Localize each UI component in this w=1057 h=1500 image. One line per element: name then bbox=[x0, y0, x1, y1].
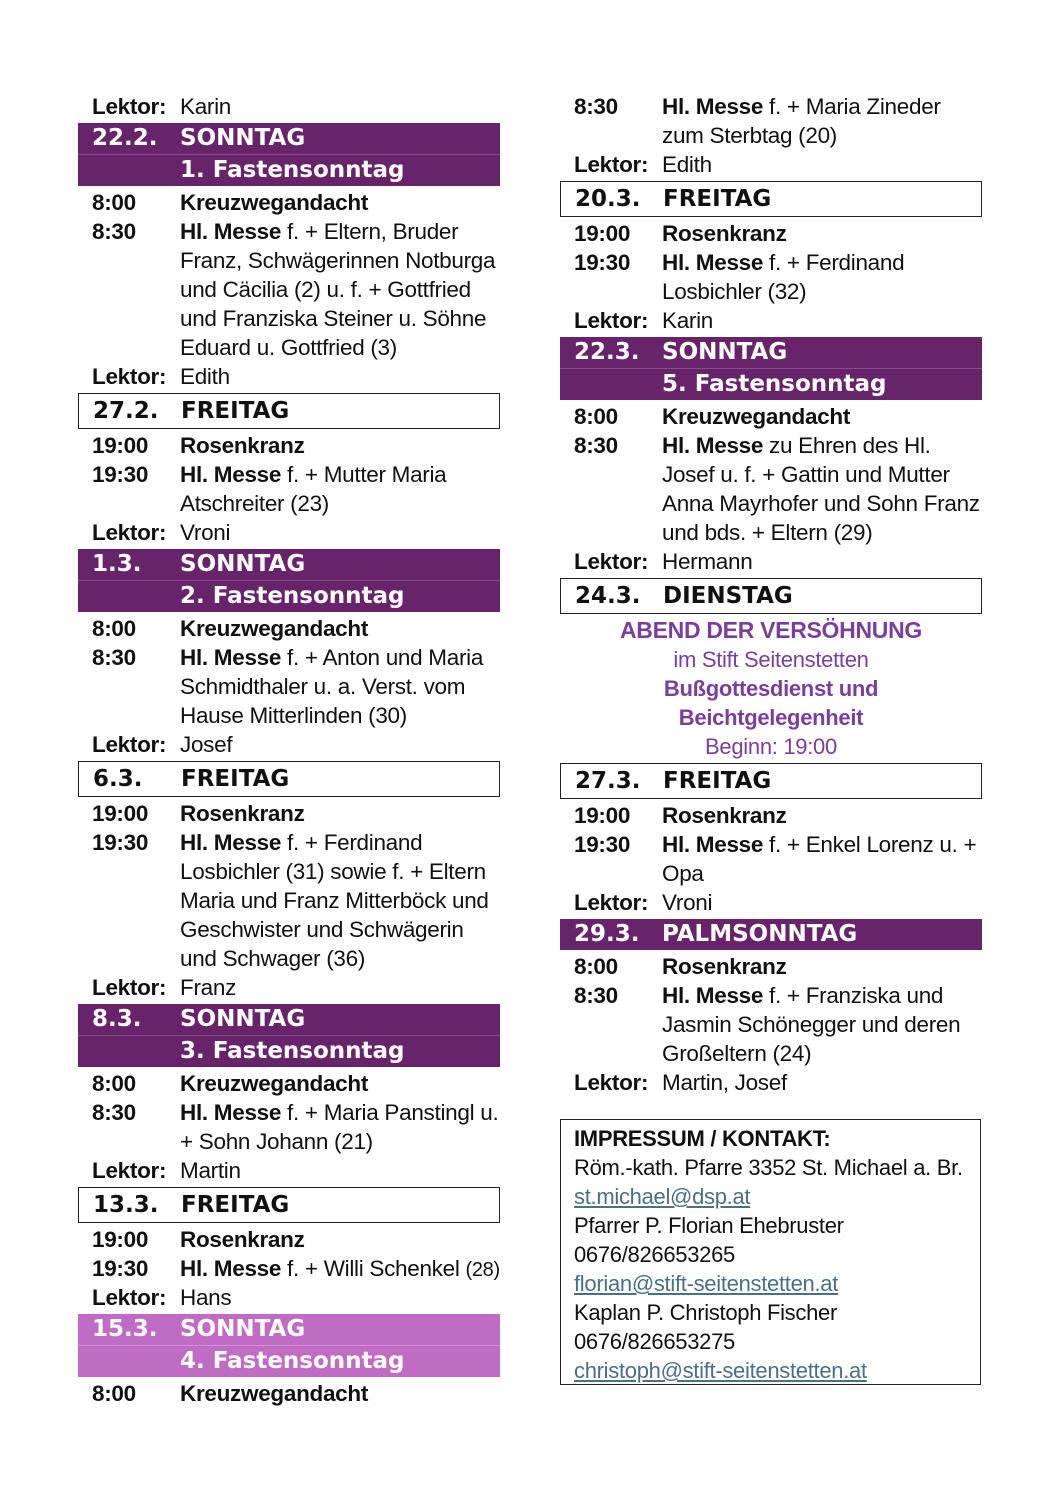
day-header bbox=[78, 1187, 500, 1223]
time-label: 8:30 bbox=[574, 94, 618, 119]
service-name: Hl. Messe bbox=[662, 433, 764, 458]
time-label: Lektor: bbox=[574, 308, 649, 333]
entry-text bbox=[180, 92, 231, 121]
schedule-line bbox=[78, 886, 500, 915]
entry-detail: Jasmin Schönegger und deren bbox=[662, 1012, 961, 1037]
day-header-row bbox=[78, 123, 500, 154]
entry-text bbox=[180, 886, 489, 915]
entry-detail: Josef bbox=[180, 732, 233, 757]
entry-detail: Losbichler (31) sowie f. + Eltern bbox=[180, 859, 486, 884]
contact-line: 0676/826653265 bbox=[574, 1242, 735, 1267]
entry-text bbox=[180, 1254, 500, 1285]
entry-text bbox=[180, 518, 230, 547]
entry-text bbox=[180, 857, 486, 886]
entry-detail: zu Ehren des Hl. bbox=[763, 433, 931, 458]
entry-detail: f. + Ferdinand bbox=[763, 250, 905, 275]
service-name: Hl. Messe bbox=[662, 94, 764, 119]
event-title: ABEND DER VERSÖHNUNG bbox=[620, 617, 922, 643]
day-header bbox=[78, 393, 500, 429]
schedule-line bbox=[78, 518, 500, 547]
entry-text bbox=[180, 362, 230, 391]
service-name: Hl. Messe bbox=[180, 830, 282, 855]
day-date: 6.3. bbox=[93, 766, 143, 792]
entry-detail: Geschwister und Schwägerin bbox=[180, 917, 464, 942]
entry-detail: + Sohn Johann (21) bbox=[180, 1129, 373, 1154]
day-date: 24.3. bbox=[575, 583, 641, 609]
schedule-line bbox=[78, 1254, 500, 1283]
entry-text bbox=[180, 730, 232, 759]
schedule-line bbox=[560, 460, 982, 489]
time-label: 19:30 bbox=[574, 832, 631, 857]
schedule-line bbox=[78, 1127, 500, 1156]
entry-text bbox=[662, 1068, 787, 1097]
service-name: Hl. Messe bbox=[180, 462, 282, 487]
schedule-line bbox=[560, 150, 982, 179]
schedule-line bbox=[78, 701, 500, 730]
schedule-line bbox=[78, 1156, 500, 1185]
entry-detail: f. + Anton und Maria bbox=[281, 645, 484, 670]
schedule-line bbox=[78, 1379, 500, 1408]
time-label: Lektor: bbox=[92, 364, 167, 389]
day-header-row bbox=[79, 1188, 499, 1222]
schedule-line bbox=[78, 944, 500, 973]
day-header-row bbox=[78, 549, 500, 580]
day-name: SONNTAG bbox=[180, 551, 306, 577]
entry-text bbox=[180, 489, 329, 518]
day-name: FREITAG bbox=[181, 1192, 290, 1218]
entry-text bbox=[180, 460, 446, 489]
entry-text bbox=[662, 1039, 811, 1068]
schedule-line bbox=[560, 981, 982, 1010]
schedule-right-column bbox=[560, 92, 982, 1097]
service-name: Hl. Messe bbox=[662, 983, 764, 1008]
day-subtitle: 3. Fastensonntag bbox=[180, 1038, 405, 1064]
schedule-line bbox=[78, 1098, 500, 1127]
entry-detail: f. + Mutter Maria bbox=[281, 462, 447, 487]
entry-detail: Josef u. f. + Gattin und Mutter bbox=[662, 462, 950, 487]
service-name: Hl. Messe bbox=[180, 219, 282, 244]
contact-line: Kaplan P. Christoph Fischer bbox=[574, 1300, 837, 1325]
day-name: SONNTAG bbox=[662, 339, 788, 365]
time-label: 8:00 bbox=[574, 954, 618, 979]
schedule-line bbox=[78, 362, 500, 391]
email-link[interactable]: christoph@stift-seitenstetten.at bbox=[574, 1358, 867, 1383]
time-label: Lektor: bbox=[92, 975, 167, 1000]
day-name: PALMSONNTAG bbox=[662, 921, 858, 947]
time-label: Lektor: bbox=[574, 549, 649, 574]
day-header-row bbox=[561, 764, 981, 798]
day-subtitle: 2. Fastensonntag bbox=[180, 583, 405, 609]
entry-text bbox=[662, 460, 950, 489]
schedule-line bbox=[78, 460, 500, 489]
time-label: Lektor: bbox=[92, 94, 167, 119]
time-label: 8:30 bbox=[574, 983, 618, 1008]
entry-text bbox=[180, 275, 471, 304]
day-name: SONNTAG bbox=[180, 1006, 306, 1032]
entry-text bbox=[662, 859, 704, 888]
entry-detail: Großeltern (24) bbox=[662, 1041, 812, 1066]
day-header bbox=[78, 123, 500, 186]
schedule-line bbox=[78, 643, 500, 672]
time-label: 8:00 bbox=[92, 1071, 136, 1096]
entry-detail: Vroni bbox=[662, 890, 713, 915]
service-name: Kreuzwegandacht bbox=[180, 1381, 369, 1406]
time-label: 8:00 bbox=[574, 404, 618, 429]
schedule-line bbox=[78, 973, 500, 1002]
day-header bbox=[560, 763, 982, 799]
entry-note: (28) bbox=[465, 1259, 500, 1281]
schedule-line bbox=[560, 121, 982, 150]
service-name: Rosenkranz bbox=[662, 803, 787, 828]
day-header bbox=[560, 919, 982, 950]
entry-detail: Losbichler (32) bbox=[662, 279, 807, 304]
day-header-row bbox=[79, 762, 499, 796]
day-header bbox=[78, 1314, 500, 1377]
entry-detail: Karin bbox=[180, 94, 232, 119]
schedule-line bbox=[560, 547, 982, 576]
entry-detail: Karin bbox=[662, 308, 714, 333]
schedule-line bbox=[560, 1039, 982, 1068]
day-header-subrow bbox=[78, 1035, 500, 1067]
entry-detail: f. + Enkel Lorenz u. + bbox=[763, 832, 977, 857]
day-name: SONNTAG bbox=[180, 1316, 306, 1342]
entry-text bbox=[180, 1156, 241, 1185]
entry-text bbox=[180, 1098, 498, 1127]
entry-detail: Franz, Schwägerinnen Notburga bbox=[180, 248, 496, 273]
special-event bbox=[560, 616, 982, 761]
day-header-subrow bbox=[78, 154, 500, 186]
entry-detail: Hause Mitterlinden (30) bbox=[180, 703, 407, 728]
day-date: 15.3. bbox=[92, 1316, 158, 1342]
impressum-box bbox=[560, 1119, 981, 1385]
day-date: 8.3. bbox=[92, 1006, 142, 1032]
schedule-line bbox=[78, 188, 500, 217]
entry-text bbox=[662, 547, 752, 576]
schedule-line bbox=[560, 518, 982, 547]
entry-detail: Atschreiter (23) bbox=[180, 491, 329, 516]
entry-text bbox=[662, 1010, 960, 1039]
schedule-line bbox=[78, 431, 500, 460]
time-label: 8:30 bbox=[574, 433, 618, 458]
time-label: Lektor: bbox=[92, 1285, 167, 1310]
day-date: 27.3. bbox=[575, 768, 641, 794]
entry-text bbox=[180, 1379, 368, 1408]
schedule-line bbox=[78, 333, 500, 362]
schedule-line bbox=[78, 275, 500, 304]
entry-text bbox=[662, 121, 837, 150]
time-label: 8:30 bbox=[92, 645, 136, 670]
entry-detail: und Cäcilia (2) u. f. + Gottfried bbox=[180, 277, 471, 302]
entry-detail: Schmidthaler u. a. Verst. vom bbox=[180, 674, 466, 699]
day-name: SONNTAG bbox=[180, 125, 306, 151]
entry-detail: Hans bbox=[180, 1285, 232, 1310]
time-label: 19:30 bbox=[92, 1256, 149, 1281]
time-label: Lektor: bbox=[574, 890, 649, 915]
schedule-line bbox=[78, 672, 500, 701]
day-header-row bbox=[78, 1314, 500, 1345]
entry-detail: Edith bbox=[180, 364, 230, 389]
entry-detail: und bds. + Eltern (29) bbox=[662, 520, 873, 545]
time-label: Lektor: bbox=[574, 1070, 649, 1095]
service-name: Hl. Messe bbox=[180, 1100, 282, 1125]
entry-text bbox=[180, 1069, 368, 1098]
schedule-line bbox=[560, 402, 982, 431]
entry-text bbox=[662, 402, 850, 431]
entry-detail: f. + Maria Panstingl u. bbox=[281, 1100, 499, 1125]
day-header bbox=[560, 181, 982, 217]
event-location: im Stift Seitenstetten bbox=[673, 647, 869, 672]
day-header-subrow bbox=[78, 580, 500, 612]
service-name: Rosenkranz bbox=[180, 801, 305, 826]
time-label: 8:30 bbox=[92, 1100, 136, 1125]
day-subtitle: 4. Fastensonntag bbox=[180, 1348, 405, 1374]
entry-detail: Vroni bbox=[180, 520, 231, 545]
time-label: 19:00 bbox=[574, 803, 631, 828]
service-name: Hl. Messe bbox=[180, 1256, 282, 1281]
service-name: Rosenkranz bbox=[180, 1227, 305, 1252]
email-link[interactable]: st.michael@dsp.at bbox=[574, 1184, 751, 1209]
entry-detail: Martin bbox=[180, 1158, 241, 1183]
event-description: Bußgottesdienst und bbox=[663, 676, 879, 701]
schedule-line bbox=[78, 1283, 500, 1312]
service-name: Kreuzwegandacht bbox=[180, 190, 369, 215]
event-description: Beichtgelegenheit bbox=[678, 705, 864, 730]
time-label: Lektor: bbox=[92, 1158, 167, 1183]
time-label: 8:00 bbox=[92, 616, 136, 641]
time-label: 19:00 bbox=[92, 1227, 149, 1252]
time-label: 19:00 bbox=[574, 221, 631, 246]
day-subtitle: 5. Fastensonntag bbox=[662, 371, 887, 397]
contact-line: Röm.-kath. Pfarre 3352 St. Michael a. Br. bbox=[574, 1155, 963, 1180]
schedule-line bbox=[560, 801, 982, 830]
day-header-row bbox=[79, 394, 499, 428]
entry-text bbox=[662, 277, 806, 306]
day-date: 29.3. bbox=[574, 921, 640, 947]
entry-detail: Edith bbox=[662, 152, 712, 177]
entry-text bbox=[662, 219, 787, 248]
entry-text bbox=[662, 952, 787, 981]
schedule-left-column bbox=[78, 92, 500, 1408]
day-header-row bbox=[561, 182, 981, 216]
entry-text bbox=[662, 830, 976, 859]
schedule-line bbox=[560, 306, 982, 335]
service-name: Rosenkranz bbox=[662, 221, 787, 246]
service-name: Kreuzwegandacht bbox=[662, 404, 851, 429]
entry-text bbox=[180, 188, 368, 217]
entry-detail: f. + Eltern, Bruder bbox=[281, 219, 459, 244]
schedule-line bbox=[78, 614, 500, 643]
schedule-line bbox=[78, 857, 500, 886]
day-date: 1.3. bbox=[92, 551, 142, 577]
email-link[interactable]: florian@stift-seitenstetten.at bbox=[574, 1271, 839, 1296]
day-header-row bbox=[78, 1004, 500, 1035]
time-label: Lektor: bbox=[574, 152, 649, 177]
entry-text bbox=[180, 217, 458, 246]
entry-text bbox=[662, 801, 787, 830]
service-name: Hl. Messe bbox=[662, 250, 764, 275]
day-header-subrow bbox=[78, 1345, 500, 1377]
entry-text bbox=[180, 1225, 305, 1254]
day-header bbox=[78, 549, 500, 612]
schedule-line bbox=[560, 431, 982, 460]
schedule-line bbox=[78, 730, 500, 759]
entry-detail: Eduard u. Gottfried (3) bbox=[180, 335, 397, 360]
day-name: FREITAG bbox=[181, 398, 290, 424]
contact-line: Pfarrer P. Florian Ehebruster bbox=[574, 1213, 844, 1238]
schedule-line bbox=[560, 92, 982, 121]
day-name: FREITAG bbox=[663, 186, 772, 212]
schedule-line bbox=[78, 1225, 500, 1254]
entry-text bbox=[180, 1283, 231, 1312]
schedule-line bbox=[78, 1069, 500, 1098]
service-name: Kreuzwegandacht bbox=[180, 1071, 369, 1096]
day-date: 22.3. bbox=[574, 339, 640, 365]
entry-text bbox=[662, 248, 904, 277]
entry-detail: Anna Mayrhofer und Sohn Franz bbox=[662, 491, 980, 516]
entry-detail: Maria und Franz Mitterböck und bbox=[180, 888, 489, 913]
day-date: 27.2. bbox=[93, 398, 159, 424]
entry-text bbox=[662, 489, 980, 518]
entry-text bbox=[180, 973, 236, 1002]
time-label: 8:00 bbox=[92, 190, 136, 215]
day-header bbox=[560, 578, 982, 614]
entry-text bbox=[180, 799, 305, 828]
schedule-line bbox=[560, 1010, 982, 1039]
schedule-line bbox=[560, 277, 982, 306]
time-label: 19:00 bbox=[92, 433, 149, 458]
schedule-line bbox=[78, 304, 500, 333]
time-label: 19:30 bbox=[574, 250, 631, 275]
time-label: Lektor: bbox=[92, 520, 167, 545]
entry-text bbox=[180, 643, 483, 672]
day-header-row bbox=[560, 337, 982, 368]
service-name: Hl. Messe bbox=[180, 645, 282, 670]
schedule-line bbox=[560, 1068, 982, 1097]
event-start-time: Beginn: 19:00 bbox=[705, 734, 837, 759]
schedule-line bbox=[560, 952, 982, 981]
entry-detail: und Franziska Steiner u. Söhne bbox=[180, 306, 487, 331]
schedule-line bbox=[78, 915, 500, 944]
schedule-line bbox=[78, 217, 500, 246]
service-name: Rosenkranz bbox=[662, 954, 787, 979]
day-name: FREITAG bbox=[663, 768, 772, 794]
entry-text bbox=[662, 431, 931, 460]
entry-text bbox=[662, 92, 941, 121]
day-date: 13.3. bbox=[93, 1192, 159, 1218]
time-label: 19:30 bbox=[92, 830, 149, 855]
day-date: 20.3. bbox=[575, 186, 641, 212]
day-header bbox=[78, 761, 500, 797]
time-label: 19:00 bbox=[92, 801, 149, 826]
entry-detail: Hermann bbox=[662, 549, 753, 574]
entry-text bbox=[662, 888, 712, 917]
time-label: Lektor: bbox=[92, 732, 167, 757]
entry-text bbox=[662, 518, 872, 547]
entry-text bbox=[180, 701, 407, 730]
entry-text bbox=[180, 672, 465, 701]
service-name: Rosenkranz bbox=[180, 433, 305, 458]
entry-detail: zum Sterbtag (20) bbox=[662, 123, 837, 148]
entry-text bbox=[180, 828, 422, 857]
entry-text bbox=[180, 614, 368, 643]
day-name: FREITAG bbox=[181, 766, 290, 792]
entry-detail: f. + Willi Schenkel bbox=[281, 1256, 466, 1281]
schedule-line bbox=[560, 248, 982, 277]
entry-text bbox=[662, 981, 943, 1010]
entry-text bbox=[180, 1127, 373, 1156]
day-header-row bbox=[560, 919, 982, 950]
day-date: 22.2. bbox=[92, 125, 158, 151]
time-label: 8:30 bbox=[92, 219, 136, 244]
day-header-subrow bbox=[560, 368, 982, 400]
schedule-line bbox=[78, 799, 500, 828]
time-label: 8:00 bbox=[92, 1381, 136, 1406]
schedule-line bbox=[560, 888, 982, 917]
time-label: 19:30 bbox=[92, 462, 149, 487]
day-header-row bbox=[561, 579, 981, 613]
impressum-title: IMPRESSUM / KONTAKT: bbox=[574, 1126, 831, 1151]
entry-detail: f. + Franziska und bbox=[763, 983, 944, 1008]
schedule-line bbox=[78, 489, 500, 518]
schedule-line bbox=[560, 219, 982, 248]
service-name: Kreuzwegandacht bbox=[180, 616, 369, 641]
entry-detail: und Schwager (36) bbox=[180, 946, 366, 971]
day-header bbox=[78, 1004, 500, 1067]
entry-detail: f. + Ferdinand bbox=[281, 830, 423, 855]
entry-detail: Franz bbox=[180, 975, 237, 1000]
schedule-line bbox=[560, 859, 982, 888]
entry-text bbox=[180, 944, 365, 973]
entry-text bbox=[180, 915, 464, 944]
schedule-line bbox=[560, 830, 982, 859]
day-subtitle: 1. Fastensonntag bbox=[180, 157, 405, 183]
entry-detail: Martin, Josef bbox=[662, 1070, 787, 1095]
schedule-line bbox=[78, 92, 500, 121]
contact-line: 0676/826653275 bbox=[574, 1329, 735, 1354]
schedule-line bbox=[78, 828, 500, 857]
entry-text bbox=[180, 333, 397, 362]
entry-text bbox=[180, 246, 495, 275]
entry-detail: Opa bbox=[662, 861, 704, 886]
day-header bbox=[560, 337, 982, 400]
schedule-line bbox=[78, 246, 500, 275]
day-name: DIENSTAG bbox=[663, 583, 793, 609]
entry-text bbox=[180, 431, 305, 460]
schedule-line bbox=[560, 489, 982, 518]
entry-detail: f. + Maria Zineder bbox=[763, 94, 941, 119]
entry-text bbox=[180, 304, 486, 333]
entry-text bbox=[662, 306, 713, 335]
entry-text bbox=[662, 150, 712, 179]
service-name: Hl. Messe bbox=[662, 832, 764, 857]
